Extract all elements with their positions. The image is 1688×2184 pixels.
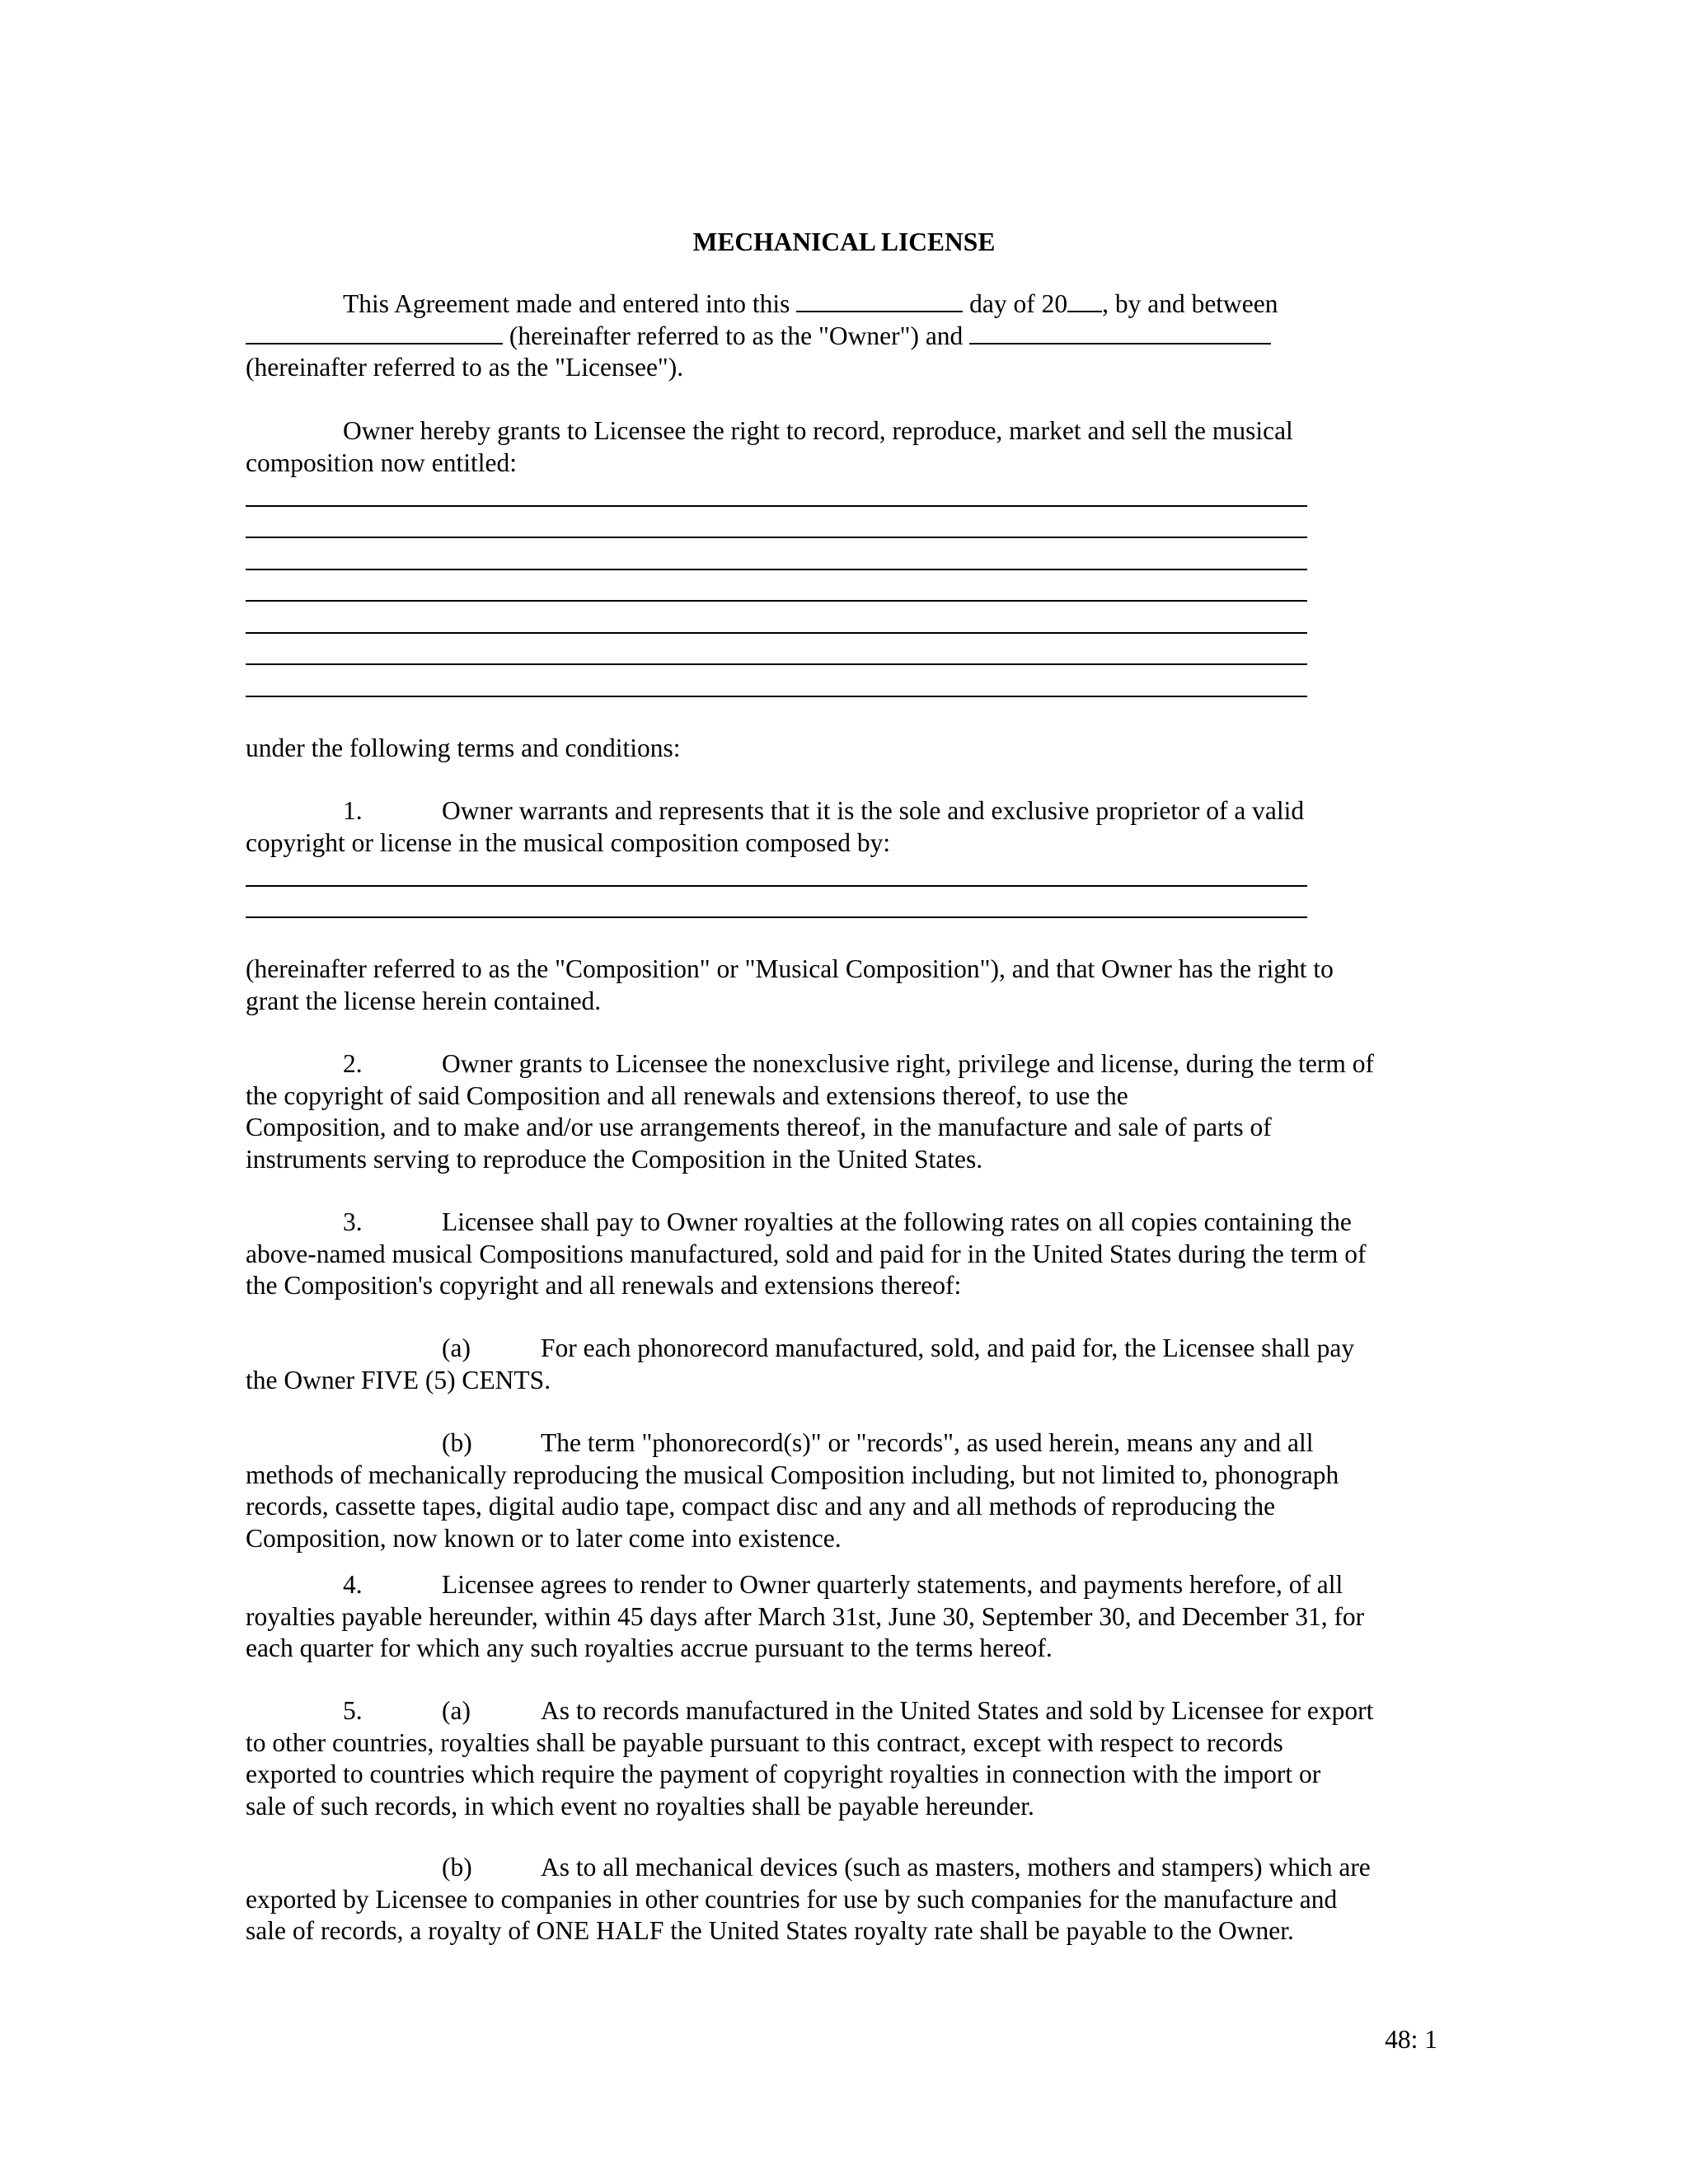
clause-5a: 5. (a) As to records manufactured in the United States and sold by Licensee for export to other countries, royalties shall be payable pursuant to this contract, except with respect to records exported to countries which require the payment of copyright royalties in connection with the import or sale of such records, in which event no royalties shall be payable hereunder. [246, 1696, 1374, 1821]
owner-name-blank[interactable] [246, 321, 503, 344]
intro-paragraph [246, 288, 1441, 384]
composition-title-blank-3[interactable] [246, 542, 1441, 574]
clause-1: 1. Owner warrants and represents that it is the sole and exclusive proprietor of a valid copyright or license in the musical composition composed by: [246, 795, 1441, 922]
composition-title-blank-6[interactable] [246, 638, 1441, 670]
composition-title-blank-5[interactable] [246, 606, 1441, 638]
clause-2: 2. Owner grants to Licensee the nonexclusive right, privilege and license, during the term of the copyright of said Composition and all renewals and extensions thereof, to use the Composition, and to make and/or use arrangements thereof, in the manufacture and sale of parts of instruments serving to reproduce the Composition in the United States. [246, 1049, 1375, 1174]
clause-number: 4. [343, 1570, 363, 1599]
clause-3: 3. Licensee shall pay to Owner royalties at the following rates on all copies containing the above-named musical Compositions manufactured, sold and paid for in the United States during the term of the Composition's copyright and all renewals and extensions thereof: [246, 1207, 1367, 1300]
clause-label: (a) [442, 1696, 471, 1725]
clause-label: (b) [442, 1853, 472, 1882]
clause-label: (a) [442, 1333, 471, 1362]
date-day-blank[interactable] [796, 288, 963, 312]
clause-number: 5. [343, 1696, 363, 1725]
clause-5b: (b) As to all mechanical devices (such as masters, mothers and stampers) which are exported by Licensee to companies in other countries for use by such companies for the manufacture and sale of records, a royalty of ONE HALF the United States royalty rate shall be payable to the Owner. [246, 1853, 1371, 1945]
intro-line-2: (hereinafter referred to as the "Owner") and [246, 321, 1441, 353]
composition-title-blank-1[interactable] [246, 479, 1441, 511]
clause-3b: (b) The term "phonorecord(s)" or "records", as used herein, means any and all methods of mechanically reproducing the musical Composition including, but not limited to, phonograph records, cassette tapes, digital audio tape, compact disc and any and all methods of reproducing the Composition, now known or to later come into existence. [246, 1428, 1339, 1553]
clause-4: 4. Licensee agrees to render to Owner quarterly statements, and payments herefore, of all royalties payable hereunder, within 45 days after March 31st, June 30, September 30, and December 31, for each quarter for which any such royalties accrue pursuant to the terms hereof. [246, 1570, 1365, 1662]
composition-title-blank-2[interactable] [246, 511, 1441, 543]
terms-heading: under the following terms and conditions: [246, 733, 681, 762]
date-year-blank[interactable] [1067, 288, 1102, 312]
composer-blank-2[interactable] [246, 891, 1441, 923]
intro-line-3: (hereinafter referred to as the "Licensee"). [246, 353, 684, 382]
page-number: 48: 1 [1385, 2025, 1437, 2054]
clause-3a: (a) For each phonorecord manufactured, sold, and paid for, the Licensee shall pay the Owner FIVE (5) CENTS. [246, 1333, 1355, 1394]
intro-line-1: This Agreement made and entered into this day of 20 , by and between [343, 289, 1278, 318]
document-title: MECHANICAL LICENSE [692, 227, 996, 256]
clause-label: (b) [442, 1428, 472, 1457]
composition-title-blank-4[interactable] [246, 574, 1441, 607]
clause-number: 1. [343, 796, 363, 825]
composer-blank-1[interactable] [246, 859, 1441, 891]
clause-1-continued: (hereinafter referred to as the "Composition" or "Musical Composition"), and that Owner has the right to grant the license herein contained. [246, 954, 1334, 1015]
clause-number: 2. [343, 1049, 363, 1078]
licensee-name-blank[interactable] [969, 321, 1271, 344]
composition-title-blank-7[interactable] [246, 669, 1441, 701]
grant-paragraph: Owner hereby grants to Licensee the right to record, reproduce, market and sell the musical composition now entitled: [246, 415, 1441, 701]
clause-number: 3. [343, 1207, 363, 1236]
